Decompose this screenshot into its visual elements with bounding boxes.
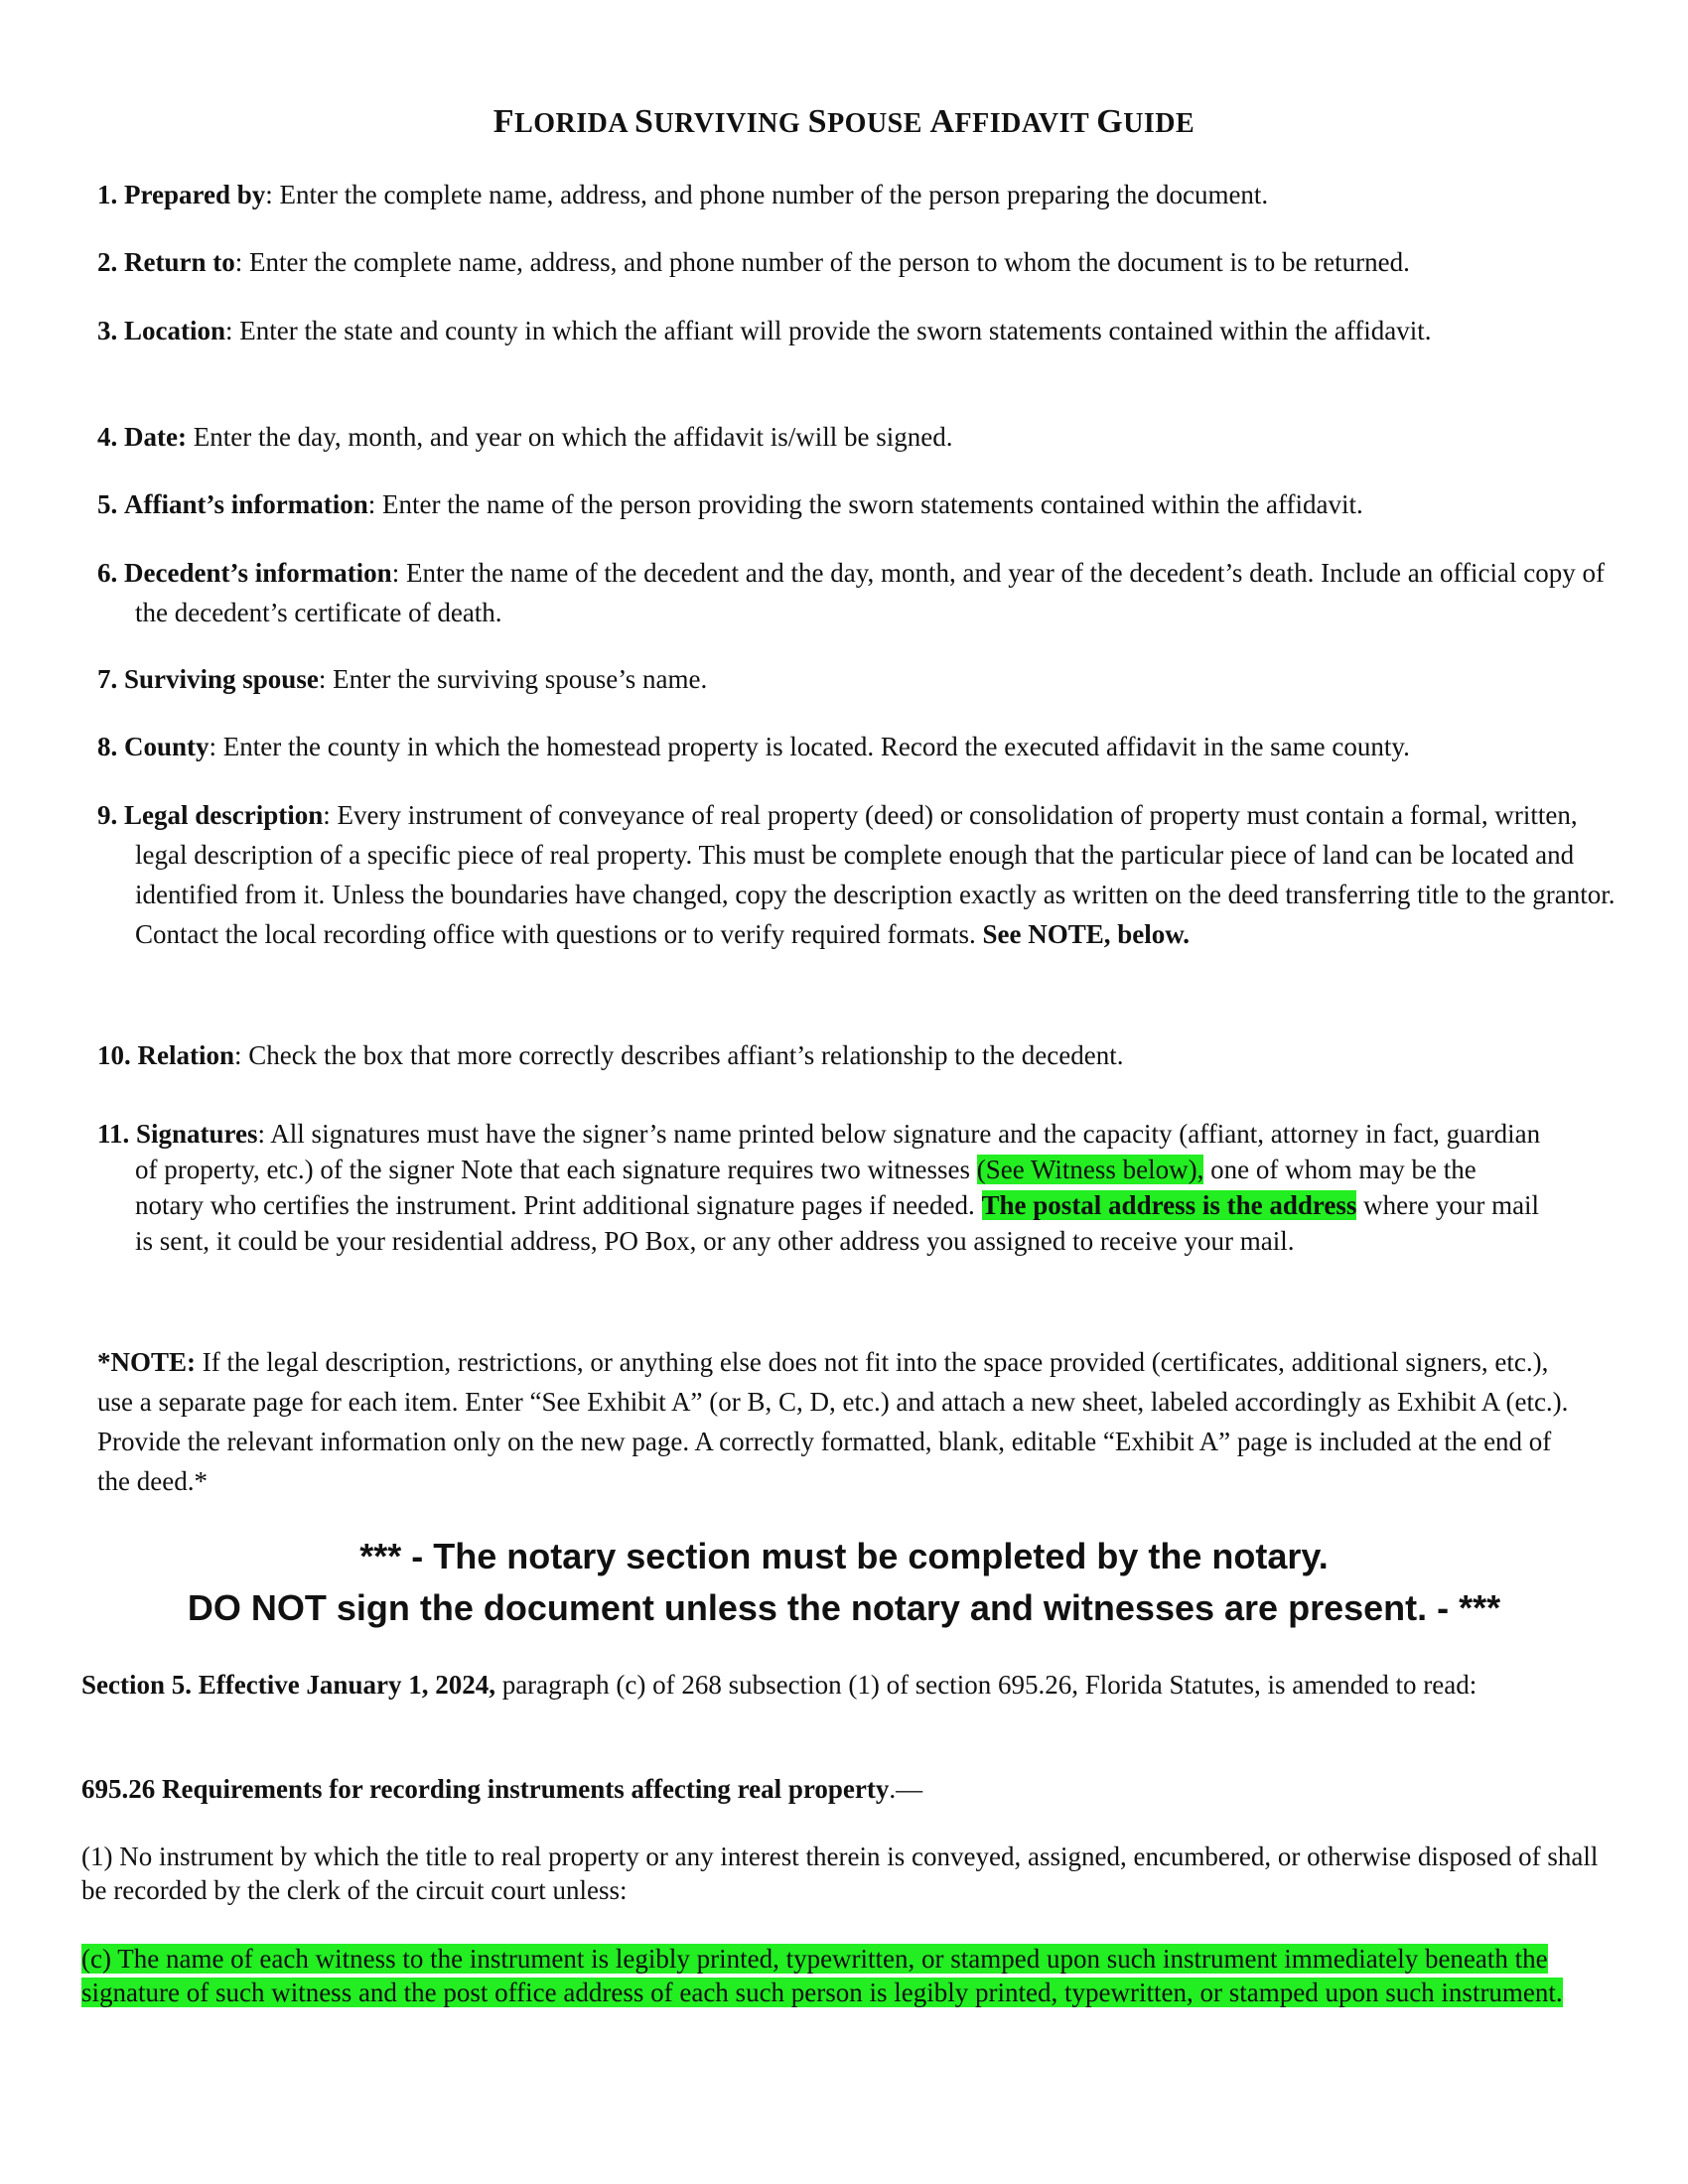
instruction-signatures (97, 1116, 1545, 1259)
statute-dash: .— (889, 1774, 923, 1804)
notary-warning-line-1: *** - The notary section must be completed by the notary. (359, 1536, 1329, 1576)
statute-title: 695.26 Requirements for recording instruments affecting real property (81, 1774, 890, 1804)
instruction-date (97, 417, 1624, 457)
title-cap-1: F (492, 103, 515, 140)
see-note-reference: See NOTE, below. (982, 919, 1191, 949)
item-text: : Enter the name of the decedent and the day, month, and year of the decedent’s death. Include an official copy of the decedent’s certificate of death. (135, 558, 1605, 627)
item-number: 6. (97, 558, 118, 588)
item-text: : Enter the complete name, address, and phone number of the person preparing the document. (265, 180, 1269, 209)
section-5-text: paragraph (c) of 268 subsection (1) of section 695.26, Florida Statutes, is amended to read: (494, 1670, 1477, 1700)
item-number: 8. (97, 732, 118, 761)
section-5-heading: Section 5. Effective January 1, 2024, (81, 1670, 495, 1700)
note-text: If the legal description, restrictions, or anything else does not fit into the space provided (certificates, additional signers, etc.), use a separate page for each item. Enter “See Exhibit A” (or B, C, D, etc.) and attach a new sheet, labeled accordingly as Exhibit A (etc.). Provide the relevant information only on the new page. A correctly formatted, blank, editable “Exhibit A” page is included at the end of the deed.* (97, 1347, 1569, 1496)
item-text-continued: one of whom may be the notary who certifies the instrument. Print additional signature pages if needed. (135, 1155, 1477, 1220)
item-text: : Enter the complete name, address, and phone number of the person to whom the document is to be returned. (234, 247, 1410, 277)
instruction-relation (97, 1035, 1624, 1075)
item-text: Enter the day, month, and year on which the affidavit is/will be signed. (186, 422, 953, 452)
title-rest-3: POUSE (827, 108, 930, 139)
item-label: County (124, 732, 210, 761)
item-number: 3. (97, 316, 118, 345)
title-cap-2: S (634, 103, 654, 140)
statute-heading (81, 1772, 1611, 1806)
title-cap-5: G (1096, 103, 1124, 140)
item-text: : All signatures must have the signer’s name printed below signature and the capacity (affiant, attorney in fact, guardian of property, etc.) of the signer Note that each signature requires two witnesses (135, 1119, 1541, 1184)
instruction-return-to (97, 242, 1624, 282)
highlight-postal-address: The postal address is the address (981, 1190, 1357, 1220)
highlight-paragraph-c: (c) The name of each witness to the instrument is legibly printed, typewritten, or stamped upon such instrument immediately beneath the signature of such witness and the post office address of each such person is legibly printed, typewritten, or stamped upon such instrument. (81, 1944, 1563, 2007)
item-number: 10. (97, 1040, 131, 1070)
instruction-affiant-information (97, 484, 1624, 524)
item-label: Affiant’s information (124, 489, 368, 519)
note-label: *NOTE: (97, 1347, 197, 1377)
instruction-legal-description (97, 795, 1624, 954)
notary-warning-banner (0, 1531, 1688, 1634)
instruction-surviving-spouse (97, 659, 1624, 699)
page-title (0, 103, 1688, 141)
item-text-end: where your mail is sent, it could be your residential address, PO Box, or any other address you assigned to receive your mail. (135, 1190, 1540, 1256)
item-number: 1. (97, 180, 118, 209)
instruction-decedent-information (97, 553, 1624, 632)
instruction-location (97, 311, 1624, 350)
paragraph-c (81, 1942, 1611, 2009)
item-number: 11. (97, 1119, 130, 1149)
item-label: Location (124, 316, 226, 345)
item-number: 4. (97, 422, 118, 452)
item-label: Surviving spouse (124, 664, 319, 694)
title-rest-4: FFIDAVIT (954, 108, 1097, 139)
item-text: : Enter the county in which the homestead property is located. Record the executed affidavit in the same county. (209, 732, 1410, 761)
instruction-county (97, 727, 1624, 766)
title-rest-5: UIDE (1123, 108, 1196, 139)
item-text: : Enter the name of the person providing the sworn statements contained within the affidavit. (367, 489, 1363, 519)
item-label: Relation (137, 1040, 234, 1070)
item-label: Decedent’s information (124, 558, 392, 588)
item-number: 7. (97, 664, 118, 694)
highlight-see-witness: (See Witness below), (976, 1155, 1204, 1184)
notary-warning-line-2: DO NOT sign the document unless the notary and witnesses are present. - *** (187, 1587, 1501, 1628)
item-text: : Enter the surviving spouse’s name. (318, 664, 708, 694)
item-label: Prepared by (124, 180, 266, 209)
title-rest-2: URVIVING (653, 108, 808, 139)
instruction-prepared-by (97, 175, 1624, 214)
title-rest-1: LORIDA (514, 108, 635, 139)
item-text: : Enter the state and county in which the affiant will provide the sworn statements contained within the affidavit. (225, 316, 1432, 345)
note-paragraph (97, 1342, 1587, 1501)
item-label: Signatures (136, 1119, 258, 1149)
item-number: 9. (97, 800, 118, 830)
title-cap-4: A (929, 103, 955, 140)
subsection-1: (1) No instrument by which the title to real property or any interest therein is conveyed, assigned, encumbered, or otherwise disposed of shall be recorded by the clerk of the circuit court unless: (81, 1842, 1599, 1905)
section-5-paragraph (81, 1668, 1611, 1702)
item-label: Date: (124, 422, 187, 452)
item-text: : Every instrument of conveyance of real property (deed) or consolidation of property must contain a formal, written, legal description of a specific piece of real property. This must be complete enough that the particular piece of land can be located and identified from it. Unless the boundaries have changed, copy the description exactly as written on the deed transferring title to the grantor. Contact the local recording office with questions or to verify required formats. (135, 800, 1616, 949)
item-label: Return to (124, 247, 235, 277)
title-cap-3: S (807, 103, 828, 140)
item-number: 2. (97, 247, 118, 277)
item-label: Legal description (124, 800, 324, 830)
item-number: 5. (97, 489, 118, 519)
item-text: : Check the box that more correctly describes affiant’s relationship to the decedent. (234, 1040, 1124, 1070)
